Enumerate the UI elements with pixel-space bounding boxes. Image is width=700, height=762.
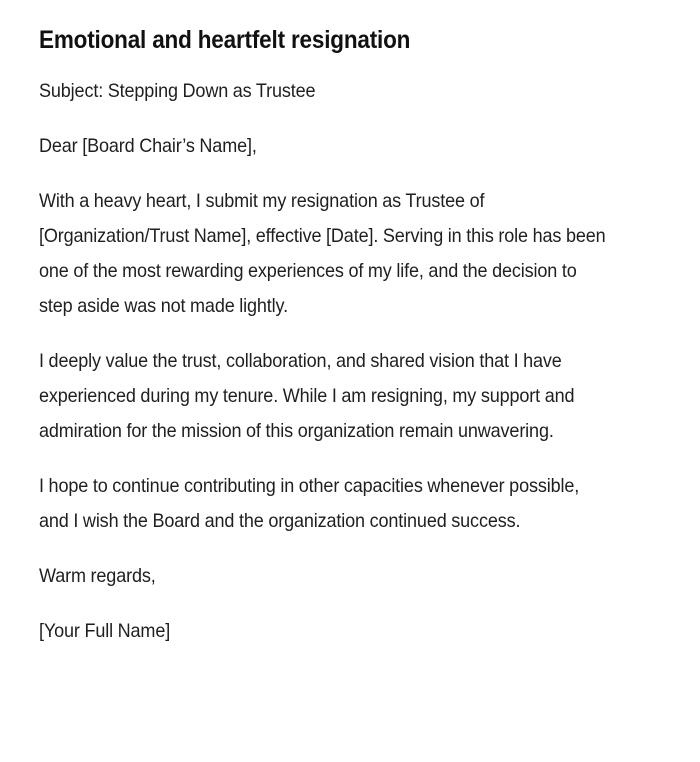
body-paragraph-2: I deeply value the trust, collaboration, and shared vision that I have experienced during my tenure. While I am resigning, my support and admiration for the mission of this organization remain unwavering. <box>39 350 575 442</box>
signature-line: [Your Full Name] <box>39 620 171 642</box>
subject-line: Subject: Stepping Down as Trustee <box>39 80 316 102</box>
body-paragraph-1: With a heavy heart, I submit my resignation as Trustee of [Organization/Trust Name], effective [Date]. Serving in this role has been one of the most rewarding experiences of my life, and the decision to step aside was not made lightly. <box>39 190 606 317</box>
body-paragraph-3: I hope to continue contributing in other capacities whenever possible, and I wish the Board and the organization continued success. <box>39 475 580 532</box>
closing-line: Warm regards, <box>39 565 156 587</box>
page-title: Emotional and heartfelt resignation <box>39 26 411 54</box>
salutation: Dear [Board Chair’s Name], <box>39 135 257 157</box>
